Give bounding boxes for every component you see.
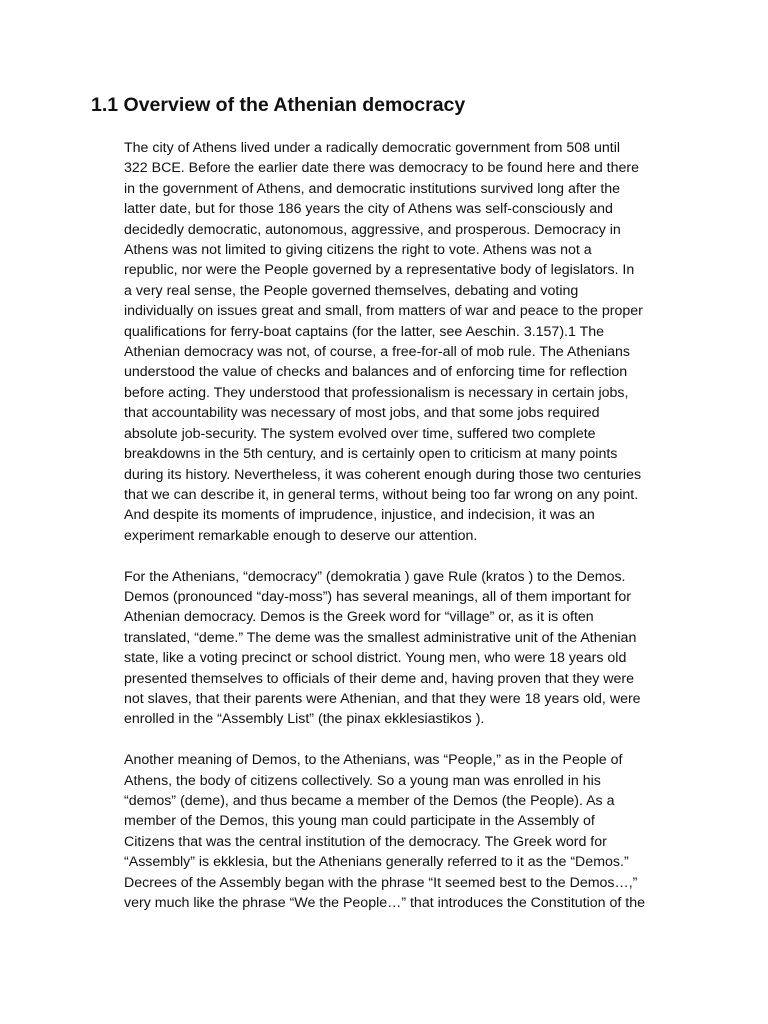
text-line: Athenian democracy was not, of course, a free-for-all of mob rule. The Athenians — [124, 344, 631, 361]
paragraph — [124, 138, 684, 546]
text-line: before acting. They understood that professionalism is necessary in certain jobs, — [124, 384, 629, 401]
text-line: decidedly democratic, autonomous, aggressive, and prosperous. Democracy in — [124, 221, 621, 238]
text-line: Athens, the body of citizens collectively. So a young man was enrolled in his — [124, 772, 601, 789]
text-line: Citizens that was the central institution of the democracy. The Greek word for — [124, 833, 607, 850]
text-line: “Assembly” is ekklesia, but the Athenians generally referred to it as the “Demos.” — [124, 854, 629, 871]
text-line: And despite its moments of imprudence, injustice, and indecision, it was an — [124, 507, 595, 524]
text-line: during its history. Nevertheless, it was coherent enough during those two centuries — [124, 466, 642, 483]
text-line: translated, “deme.” The deme was the smallest administrative unit of the Athenian — [124, 629, 637, 646]
text-line: individually on issues great and small, from matters of war and peace to the proper — [124, 303, 643, 320]
text-line: presented themselves to officials of their deme and, having proven that they were — [124, 670, 634, 687]
text-line: Demos (pronounced “day-moss”) has several meanings, all of them important for — [124, 588, 632, 605]
text-line: understood the value of checks and balances and of enforcing time for reflection — [124, 364, 628, 381]
body-text — [124, 138, 684, 934]
text-line: republic, nor were the People governed by a representative body of legislators. In — [124, 262, 635, 279]
text-line: The city of Athens lived under a radically democratic government from 508 until — [124, 140, 621, 156]
text-line: experiment remarkable enough to deserve our attention. — [124, 527, 478, 544]
text-line: Another meaning of Demos, to the Athenians, was “People,” as in the People of — [124, 752, 623, 769]
text-line: a very real sense, the People governed themselves, debating and voting — [124, 282, 579, 299]
text-line: “demos” (deme), and thus became a member of the Demos (the People). As a — [124, 792, 615, 809]
text-line: 322 BCE. Before the earlier date there was democracy to be found here and there — [124, 160, 640, 177]
paragraph — [124, 567, 684, 730]
text-line: in the government of Athens, and democratic institutions survived long after the — [124, 180, 621, 197]
text-line: very much like the phrase “We the People…” that introduces the Constitution of the — [124, 895, 646, 911]
text-line: state, like a voting precinct or school district. Young men, who were 18 years old — [124, 650, 627, 667]
text-line: enrolled in the “Assembly List” (the pinax ekklesiastikos ). — [124, 711, 485, 728]
text-line: Athens was not limited to giving citizens the right to vote. Athens was not a — [124, 242, 592, 259]
text-line: qualifications for ferry-boat captains (for the latter, see Aeschin. 3.157).1 The — [124, 323, 605, 340]
text-line: not slaves, that their parents were Athenian, and that they were 18 years old, were — [124, 690, 641, 707]
section-heading: 1.1 Overview of the Athenian democracy — [91, 94, 466, 116]
paragraph — [124, 750, 684, 913]
text-line: Athenian democracy. Demos is the Greek word for “village” or, as it is often — [124, 609, 594, 626]
text-line: that we can describe it, in general terms, without being too far wrong on any point. — [124, 486, 639, 503]
text-line: latter date, but for those 186 years the city of Athens was self-consciously and — [124, 201, 613, 218]
text-line: member of the Demos, this young man could participate in the Assembly of — [124, 813, 595, 830]
text-line: absolute job-security. The system evolved over time, suffered two complete — [124, 425, 596, 442]
text-line: For the Athenians, “democracy” (demokratia ) gave Rule (kratos ) to the Demos. — [124, 568, 626, 585]
text-line: that accountability was necessary of most jobs, and that some jobs required — [124, 405, 600, 422]
text-line: Decrees of the Assembly began with the phrase “It seemed best to the Demos…,” — [124, 874, 638, 891]
text-line: breakdowns in the 5th century, and is certainly open to criticism at many points — [124, 446, 618, 463]
